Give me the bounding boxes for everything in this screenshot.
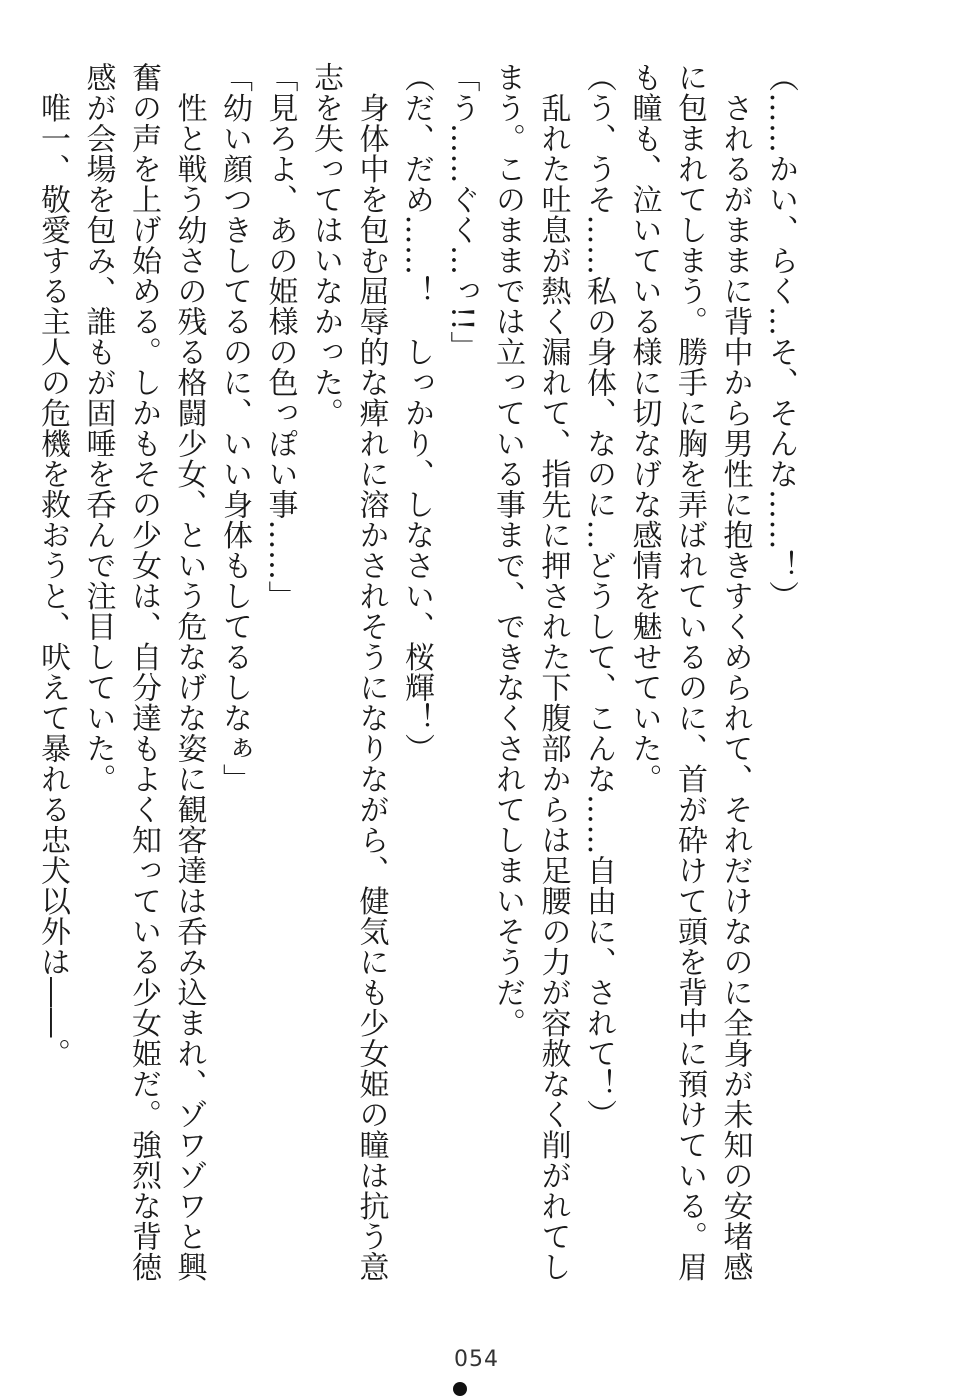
text-line: 「う……ぐく…っ!!」 — [444, 62, 480, 362]
text-line: 「幼い顔つきしてるのに、いい身体もしてるしなぁ」 — [217, 62, 252, 794]
text-line: まう。このままでは立っている事まで、できなくされてしまいそうだ。 — [490, 62, 525, 1038]
text-line: 乱れた吐息が熱く漏れて、指先に押された下腹部からは足腰の力が容赦なく削がれてし — [535, 62, 571, 1282]
text-line: 感が会場を包み、誰もが固唾を呑んで注目していた。 — [80, 62, 116, 794]
page-marker-dot — [453, 1382, 467, 1396]
text-line: 志を失ってはいなかった。 — [308, 62, 343, 428]
text-line: されるがままに背中から男性に抱きすくめられて、それだけなのに全身が未知の安堵感 — [717, 62, 753, 1282]
text-line: 「見ろよ、あの姫様の色っぽい事……」 — [262, 62, 298, 611]
text-line: 奮の声を上げ始める。しかもその少女は、自分達もよく知っている少女姫だ。強烈な背徳 — [126, 62, 161, 1282]
text-line: 身体中を包む屈辱的な痺れに溶かされそうになりながら、健気にも少女姫の瞳は抗う意 — [353, 62, 389, 1282]
text-line: （う、うそ……私の身体、なのに…どうして、こんな……自由に、されて！） — [581, 62, 616, 1130]
text-line: （だ、だめ……！ しっかり、しなさい、桜輝！） — [399, 62, 434, 764]
page-number: 054 — [454, 1347, 499, 1372]
text-line: 性と戦う幼さの残る格闘少女、という危なげな姿に観客達は呑み込まれ、ゾワゾワと興 — [171, 62, 207, 1282]
text-line: に包まれてしまう。勝手に胸を弄ばれているのに、首が砕けて頭を背中に預けている。眉 — [672, 62, 707, 1282]
text-line: （……かい、らく…そ、そんな……！） — [763, 62, 798, 611]
vertical-text-body — [30, 62, 804, 1292]
text-line: 唯一、敬愛する主人の危機を救おうと、吠えて暴れる忠犬以外は――。 — [35, 62, 70, 1069]
text-line: も瞳も、泣いている様に切なげな感情を魅せていた。 — [626, 62, 662, 794]
